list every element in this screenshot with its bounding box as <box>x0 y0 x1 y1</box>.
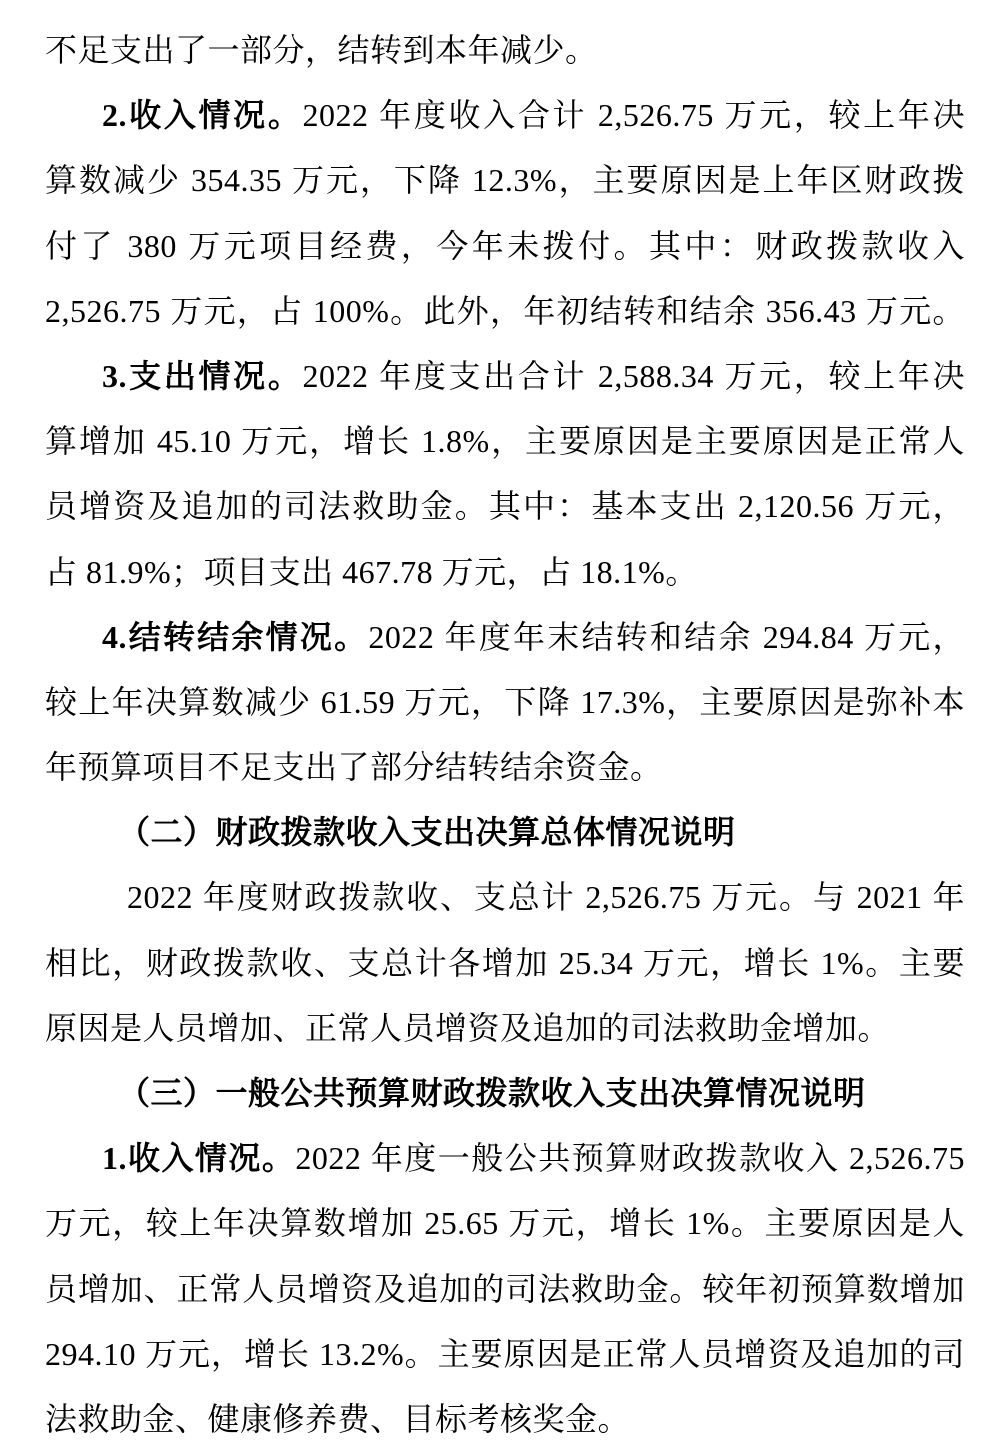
text-run: 2022 年度收入合计 2,526.75 万元，较上年决 <box>302 97 965 134</box>
text-run: 2022 年度年末结转和结余 294.84 万元， <box>368 618 965 655</box>
text-run: 294.10 万元，增长 13.2%。主要原因是正常人员增资及追加的司 <box>45 1335 965 1372</box>
bold-heading-run: 1.收入情况。 <box>102 1140 296 1177</box>
text-run: 年预算项目不足支出了部分结转结余资金。 <box>45 749 663 786</box>
text-run: 付了 380 万元项目经费，今年未拨付。其中：财政拨款收入 <box>45 227 965 264</box>
text-line <box>45 931 965 996</box>
bold-heading-run: 3.支出情况。 <box>102 357 303 394</box>
text-run: 原因是人员增加、正常人员增资及追加的司法救助金增加。 <box>45 1009 891 1046</box>
bold-heading-run: （三）一般公共预算财政拨款收入支出决算情况说明 <box>118 1075 866 1111</box>
text-line <box>45 83 965 148</box>
bold-heading-run: 4.结转结余情况。 <box>102 618 369 655</box>
text-run: 2,526.75 万元，占 100%。此外，年初结转和结余 356.43 万元。 <box>45 292 965 329</box>
text-run: 占 81.9%；项目支出 467.78 万元，占 18.1%。 <box>45 553 698 590</box>
text-line <box>45 1387 965 1452</box>
bold-heading-run: 2.收入情况。 <box>102 97 303 134</box>
text-line <box>45 735 965 800</box>
text-run: 法救助金、健康修养费、目标考核奖金。 <box>45 1400 631 1437</box>
text-run: 不足支出了一部分，结转到本年减少。 <box>45 32 598 68</box>
text-run: 较上年决算数减少 61.59 万元，下降 17.3%，主要原因是弥补本 <box>45 683 965 720</box>
text-line <box>45 605 965 670</box>
text-run: 算数减少 354.35 万元，下降 12.3%，主要原因是上年区财政拨 <box>45 162 965 199</box>
text-run: 2022 年度支出合计 2,588.34 万元，较上年决 <box>302 357 965 394</box>
text-run: 员增加、正常人员增资及追加的司法救助金。较年初预算数增加 <box>45 1270 965 1307</box>
text-line <box>45 18 965 83</box>
text-run: 算增加 45.10 万元，增长 1.8%，主要原因是主要原因是正常人 <box>45 423 965 460</box>
text-line <box>45 1191 965 1256</box>
text-line <box>45 670 965 735</box>
text-run: 万元，较上年决算数增加 25.65 万元，增长 1%。主要原因是人 <box>45 1205 965 1242</box>
document-body <box>45 18 965 1452</box>
text-line <box>45 800 965 865</box>
text-line <box>45 1061 965 1126</box>
text-line <box>45 1257 965 1322</box>
text-line <box>45 996 965 1061</box>
bold-heading-run: （二）财政拨款收入支出决算总体情况说明 <box>118 814 736 851</box>
text-line <box>45 279 965 344</box>
text-line <box>45 214 965 279</box>
text-line <box>45 1126 965 1191</box>
text-line <box>45 344 965 409</box>
text-line <box>45 1322 965 1387</box>
text-run: 2022 年度一般公共预算财政拨款收入 2,526.75 <box>295 1140 965 1177</box>
text-line <box>45 409 965 474</box>
text-line <box>45 474 965 539</box>
text-line <box>45 540 965 605</box>
text-line <box>45 148 965 213</box>
text-run: 相比，财政拨款收、支总计各增加 25.34 万元，增长 1%。主要 <box>45 944 965 981</box>
text-run: 2022 年度财政拨款收、支总计 2,526.75 万元。与 2021 年 <box>127 879 965 916</box>
text-line <box>45 865 965 930</box>
text-run: 员增资及追加的司法救助金。其中：基本支出 2,120.56 万元， <box>45 488 965 525</box>
